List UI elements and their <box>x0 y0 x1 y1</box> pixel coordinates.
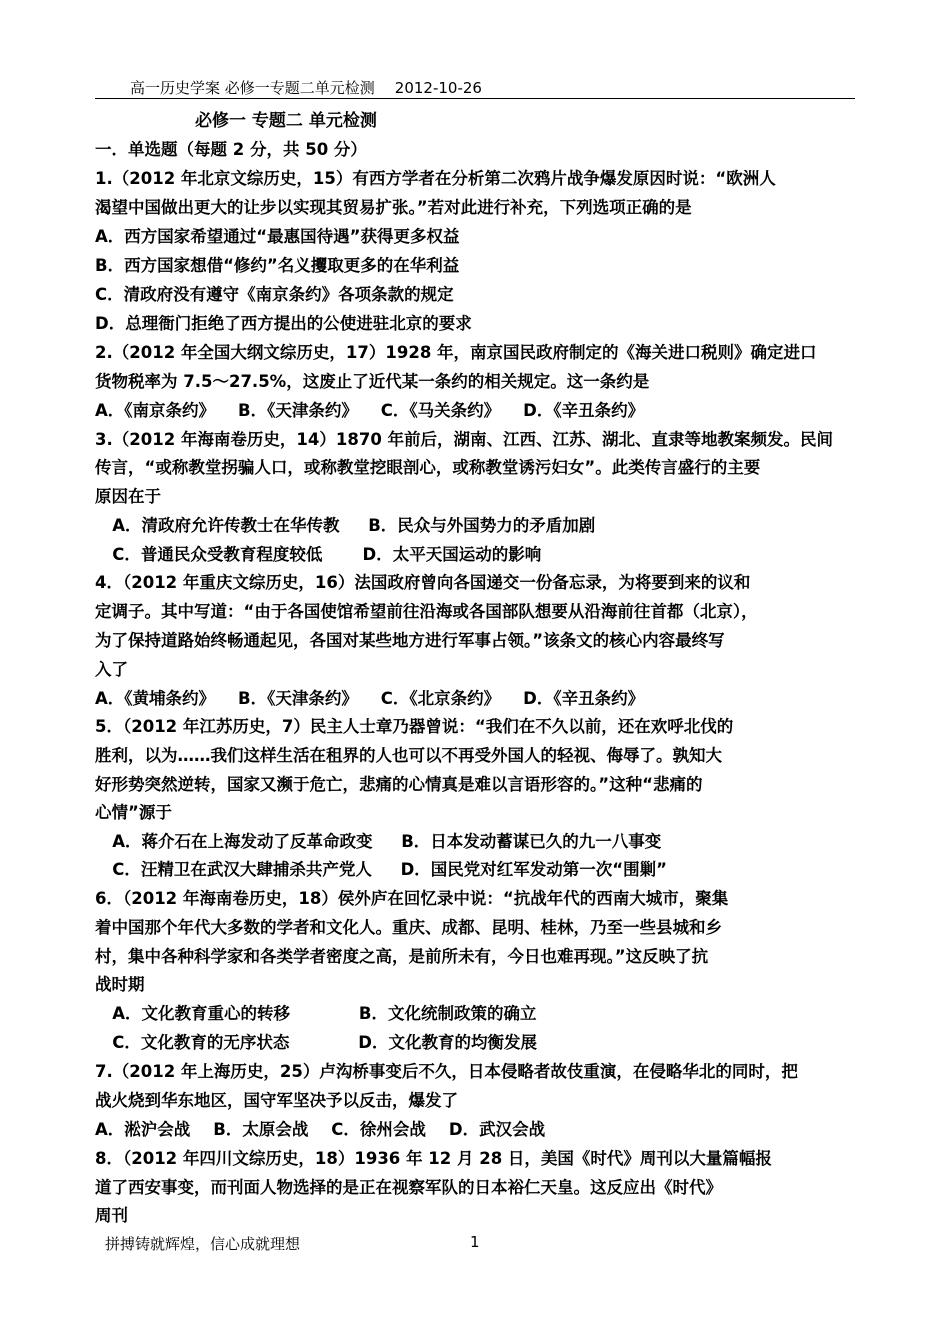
page-number: 1 <box>470 1233 480 1251</box>
text-line: A．淞沪会战 B．太原会战 C．徐州会战 D．武汉会战 <box>95 1120 546 1139</box>
page-header <box>130 77 482 98</box>
text-line: 心情”源于 <box>95 803 172 822</box>
text-line: A．文化教育重心的转移 B．文化统制政策的确立 <box>95 1004 537 1023</box>
header-title: 高一历史学案 必修一专题二单元检测 <box>130 79 375 97</box>
text-line: 1.（2012 年北京文综历史，15）有西方学者在分析第二次鸦片战争爆发原因时说：“欧洲人 <box>95 169 776 188</box>
text-line: 为了保持道路始终畅通起见，各国对某些地方进行军事占领。”该条文的核心内容最终写 <box>95 631 725 650</box>
text-line: 3.（2012 年海南卷历史，14）1870 年前后，湖南、江西、江苏、湖北、直隶等地教案频发。民间 <box>95 430 834 449</box>
text-line: A．《黄埔条约》 B．《天津条约》 C．《北京条约》 D．《辛丑条约》 <box>95 689 645 708</box>
text-line: 战火烧到华东地区，国守军坚决予以反击，爆发了 <box>95 1091 458 1110</box>
text-line: A．西方国家希望通过“最惠国待遇”获得更多权益 <box>95 227 460 246</box>
text-line: C．普通民众受教育程度较低 D．太平天国运动的影响 <box>95 545 542 564</box>
text-line: A．清政府允许传教士在华传教 B．民众与外国势力的矛盾加剧 <box>95 516 596 535</box>
text-line: C．汪精卫在武汉大肆捕杀共产党人 D．国民党对红军发动第一次“围剿” <box>95 860 667 879</box>
text-line: 2.（2012 年全国大纲文综历史，17）1928 年，南京国民政府制定的《海关进口税则》确定进口 <box>95 343 817 362</box>
footer-motto: 拼搏铸就辉煌，信心成就理想 <box>105 1235 301 1253</box>
text-line: 着中国那个年代大多数的学者和文化人。重庆、成都、昆明、桂林，乃至一些县城和乡 <box>95 918 722 937</box>
text-line: 入了 <box>95 660 128 679</box>
text-line: 战时期 <box>95 975 145 994</box>
text-line: A．蒋介石在上海发动了反革命政变 B．日本发动蓄谋已久的九一八事变 <box>95 832 662 851</box>
text-line: 7.（2012 年上海历史，25）卢沟桥事变后不久，日本侵略者故伎重演，在侵略华北的同时，把 <box>95 1062 798 1081</box>
text-line: 定调子。其中写道：“由于各国使馆希望前往沿海或各国部队想要从沿海前往首都（北京）， <box>95 602 758 621</box>
text-line: 货物税率为 7.5～27.5%，这废止了近代某一条约的相关规定。这一条约是 <box>95 372 650 391</box>
text-line: 4．（2012 年重庆文综历史，16）法国政府曾向各国递交一份备忘录，为将要到来的议和 <box>95 573 751 592</box>
text-line: 传言，“或称教堂拐骗人口，或称教堂挖眼剖心，或称教堂诱污妇女”。此类传言盛行的主要 <box>95 458 761 477</box>
text-line: B．西方国家想借“修约”名义攫取更多的在华利益 <box>95 256 460 275</box>
text-line: 5．（2012 年江苏历史，7）民主人士章乃器曾说：“我们在不久以前，还在欢呼北伐的 <box>95 717 734 736</box>
text-line: 好形势突然逆转，国家又濒于危亡，悲痛的心情真是难以言语形容的。”这种“悲痛的 <box>95 775 703 794</box>
text-line: 村，集中各种科学家和各类学者密度之高，是前所未有，今日也难再现。”这反映了抗 <box>95 947 709 966</box>
text-line: 6．（2012 年海南卷历史，18）侯外庐在回忆录中说：“抗战年代的西南大城市，聚集 <box>95 889 729 908</box>
text-line: 一．单选题（每题 2 分，共 50 分） <box>95 140 367 159</box>
text-line: 胜利，以为……我们这样生活在租界的人也可以不再受外国人的轻视、侮辱了。孰知大 <box>95 746 722 765</box>
text-line: C．文化教育的无序状态 D．文化教育的均衡发展 <box>95 1033 537 1052</box>
document-title: 必修一 专题二 单元检测 <box>195 111 377 131</box>
header-rule <box>95 98 855 99</box>
text-line: 原因在于 <box>95 487 161 506</box>
text-line: 8．（2012 年四川文综历史，18）1936 年 12 月 28 日，美国《时代》周刊以大量篇幅报 <box>95 1149 772 1168</box>
header-date: 2012-10-26 <box>394 79 482 97</box>
text-line: C．清政府没有遵守《南京条约》各项条款的规定 <box>95 285 454 304</box>
text-line: 渴望中国做出更大的让步以实现其贸易扩张。”若对此进行补充，下列选项正确的是 <box>95 198 692 217</box>
text-line: D．总理衙门拒绝了西方提出的公使进驻北京的要求 <box>95 314 472 333</box>
text-line: 道了西安事变，而刊面人物选择的是正在视察军队的日本裕仁天皇。这反应出《时代》 <box>95 1178 722 1197</box>
text-line: 周刊 <box>95 1206 128 1225</box>
text-line: A．《南京条约》 B．《天津条约》 C．《马关条约》 D．《辛丑条约》 <box>95 401 645 420</box>
